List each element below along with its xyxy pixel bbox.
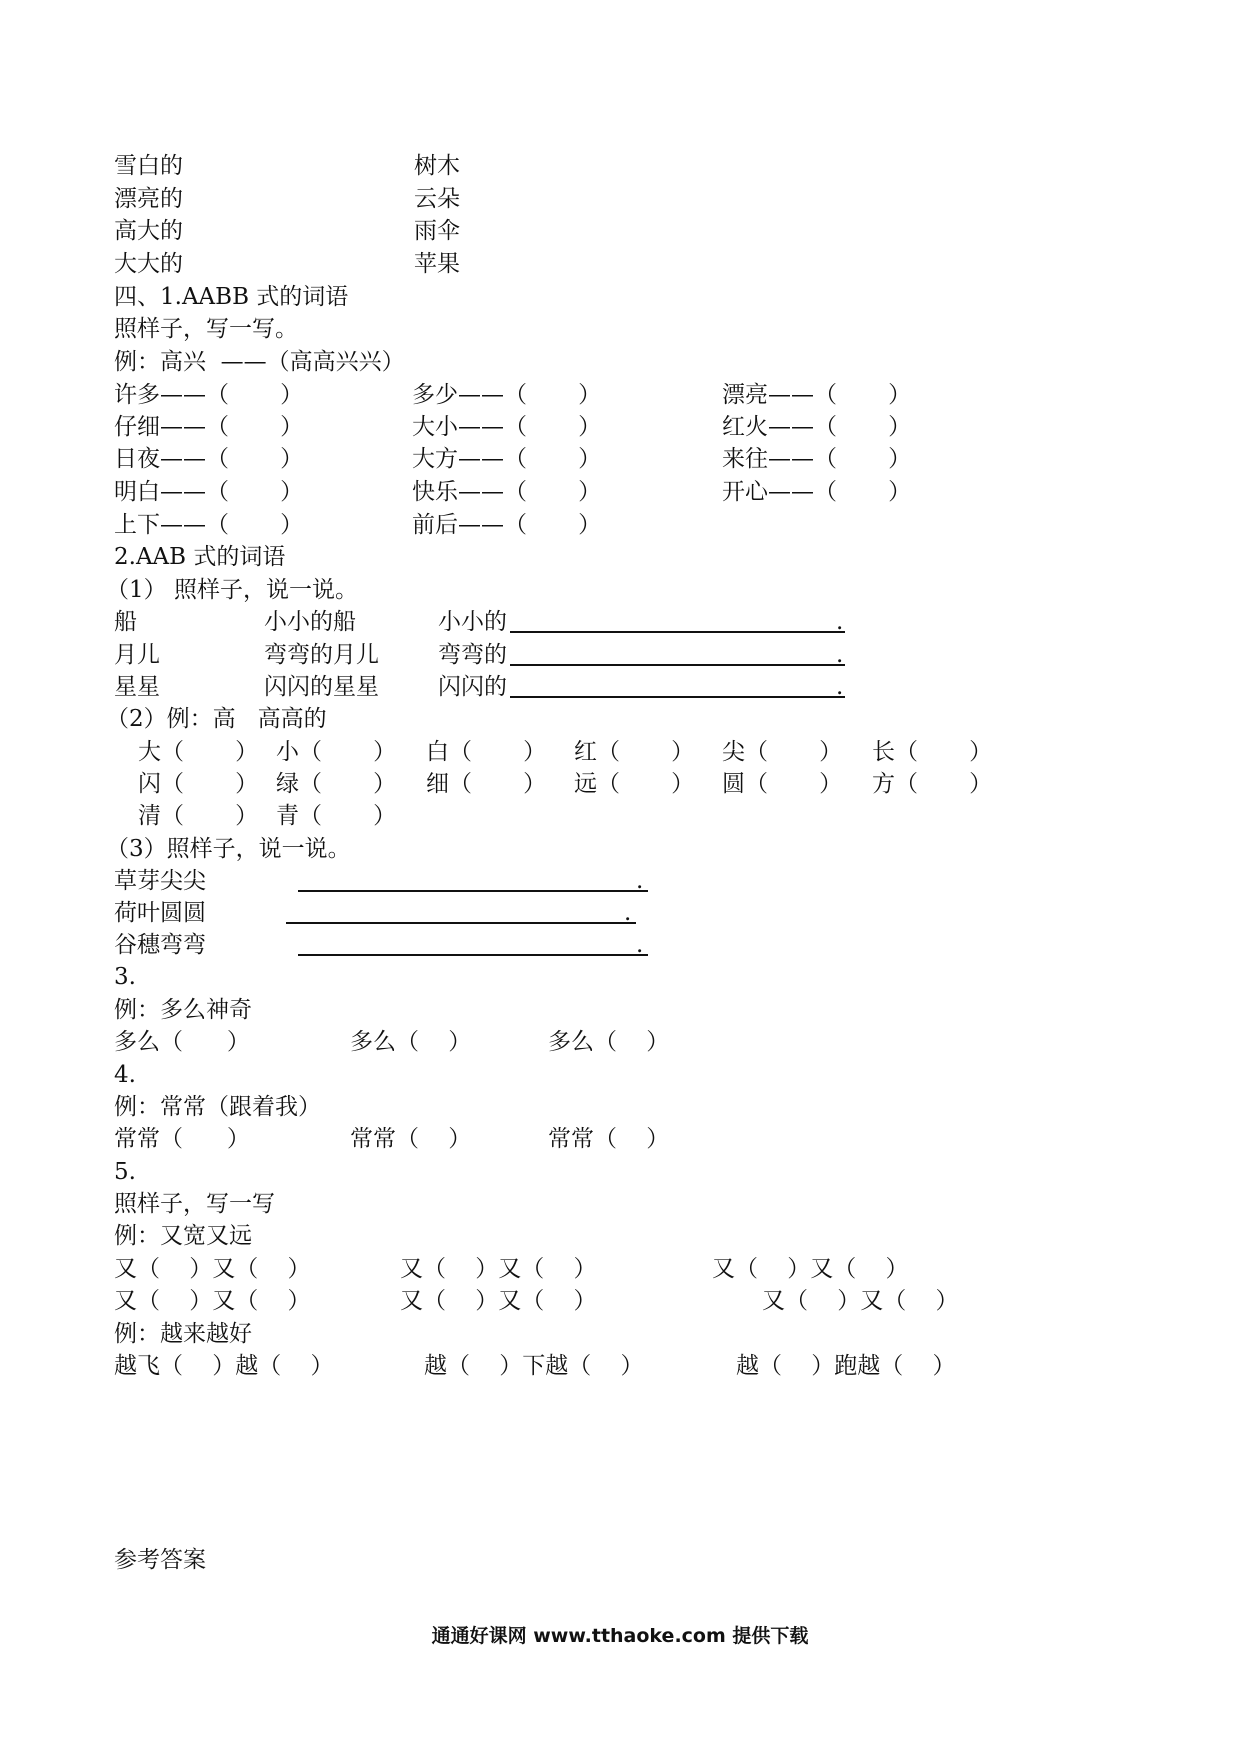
answer-line [510, 696, 845, 698]
noun: 船 [114, 609, 137, 635]
match-left-1: 雪白的 [114, 153, 183, 179]
aabb-item: 红火——（ ） [722, 414, 912, 440]
aabb-item: 上下——（ ） [114, 512, 304, 538]
aab-item: 细（ ） [426, 771, 547, 797]
aab-item: 绿（ ） [276, 771, 397, 797]
answer-line [510, 664, 845, 666]
answer-line [298, 890, 648, 892]
prompt: 闪闪的 [438, 674, 507, 700]
match-left-3: 高大的 [114, 218, 183, 244]
part5-instruction: 照样子，写一写 [114, 1191, 275, 1217]
part5-item: 又（ ）又（ ） [400, 1288, 597, 1314]
part3-item: 多么（ ） [350, 1029, 472, 1055]
phrase: 闪闪的星星 [264, 674, 379, 700]
part4-example: 例：常常（跟着我） [114, 1094, 321, 1120]
answer-line [286, 922, 636, 924]
footer-credit: 通通好课网 www.tthaoke.com 提供下载 [431, 1625, 809, 1647]
aab-item: 白（ ） [426, 739, 547, 765]
aabb-item: 多少——（ ） [412, 382, 602, 408]
part2-sub1-label: （1） 照样子，说一说。 [106, 577, 358, 603]
aabb-item: 仔细——（ ） [114, 414, 304, 440]
answer-line [298, 954, 648, 956]
part3-number: 3. [114, 964, 136, 990]
part5-item: 又（ ）又（ ） [114, 1256, 311, 1282]
part5-example1: 例：又宽又远 [114, 1223, 252, 1249]
part5-item: 又（ ）又（ ） [114, 1288, 311, 1314]
part2-sub2-label: （2）例：高 高高的 [106, 706, 327, 732]
part4-item: 常常（ ） [114, 1126, 250, 1152]
part4-number: 4. [114, 1062, 136, 1088]
aab-item: 闪（ ） [138, 771, 259, 797]
aab-item: 方（ ） [872, 771, 993, 797]
part5-number: 5. [114, 1159, 136, 1185]
phrase: 弯弯的月儿 [264, 642, 379, 668]
noun: 月儿 [114, 642, 160, 668]
aab-item: 长（ ） [872, 739, 993, 765]
match-left-2: 漂亮的 [114, 186, 183, 212]
part5-item: 又（ ）又（ ） [712, 1256, 909, 1282]
aabb-item: 前后——（ ） [412, 512, 602, 538]
aab-item: 红（ ） [574, 739, 695, 765]
part5-item: 越飞（ ）越（ ） [114, 1353, 334, 1379]
aab-item: 青（ ） [276, 803, 397, 829]
phrase-prompt: 谷穗弯弯 [114, 932, 206, 958]
prompt: 小小的 [438, 609, 507, 635]
match-right-2: 云朵 [414, 186, 460, 212]
section4-heading: 四、1.AABB 式的词语 [114, 284, 349, 310]
section4-instruction: 照样子，写一写。 [114, 316, 298, 342]
period: . [636, 868, 644, 894]
aab-item: 尖（ ） [722, 739, 843, 765]
period: . [636, 932, 644, 958]
aabb-item: 漂亮——（ ） [722, 382, 912, 408]
part4-item: 常常（ ） [548, 1126, 670, 1152]
match-right-4: 苹果 [414, 251, 460, 277]
answer-line [510, 631, 845, 633]
period: . [836, 642, 844, 668]
answers-heading: 参考答案 [114, 1547, 206, 1573]
part5-item: 又（ ）又（ ） [762, 1288, 959, 1314]
phrase-prompt: 草芽尖尖 [114, 868, 206, 894]
part4-item: 常常（ ） [350, 1126, 472, 1152]
period: . [624, 900, 632, 926]
aabb-item: 快乐——（ ） [412, 479, 602, 505]
match-right-3: 雨伞 [414, 218, 460, 244]
phrase-prompt: 荷叶圆圆 [114, 900, 206, 926]
aab-item: 远（ ） [574, 771, 695, 797]
section4-example: 例：高兴 ——（高高兴兴） [114, 349, 405, 375]
aabb-item: 来往——（ ） [722, 446, 912, 472]
noun: 星星 [114, 674, 160, 700]
aabb-item: 大小——（ ） [412, 414, 602, 440]
match-left-4: 大大的 [114, 251, 183, 277]
phrase: 小小的船 [264, 609, 356, 635]
aabb-item: 明白——（ ） [114, 479, 304, 505]
aab-item: 小（ ） [276, 739, 397, 765]
part5-item: 越（ ）下越（ ） [424, 1353, 644, 1379]
aab-item: 清（ ） [138, 803, 259, 829]
aabb-item: 开心——（ ） [722, 479, 912, 505]
part3-item: 多么（ ） [114, 1029, 250, 1055]
aab-item: 圆（ ） [722, 771, 843, 797]
part3-item: 多么（ ） [548, 1029, 670, 1055]
prompt: 弯弯的 [438, 642, 507, 668]
part2-sub3-label: （3）照样子，说一说。 [106, 836, 351, 862]
part5-example2: 例：越来越好 [114, 1321, 252, 1347]
aab-item: 大（ ） [138, 739, 259, 765]
aabb-item: 许多——（ ） [114, 382, 304, 408]
period: . [836, 609, 844, 635]
period: . [836, 674, 844, 700]
match-right-1: 树木 [414, 153, 460, 179]
aabb-item: 大方——（ ） [412, 446, 602, 472]
part2-heading: 2.AAB 式的词语 [114, 544, 286, 570]
part5-item: 越（ ）跑越（ ） [736, 1353, 956, 1379]
part5-item: 又（ ）又（ ） [400, 1256, 597, 1282]
aabb-item: 日夜——（ ） [114, 446, 304, 472]
part3-example: 例：多么神奇 [114, 997, 252, 1023]
